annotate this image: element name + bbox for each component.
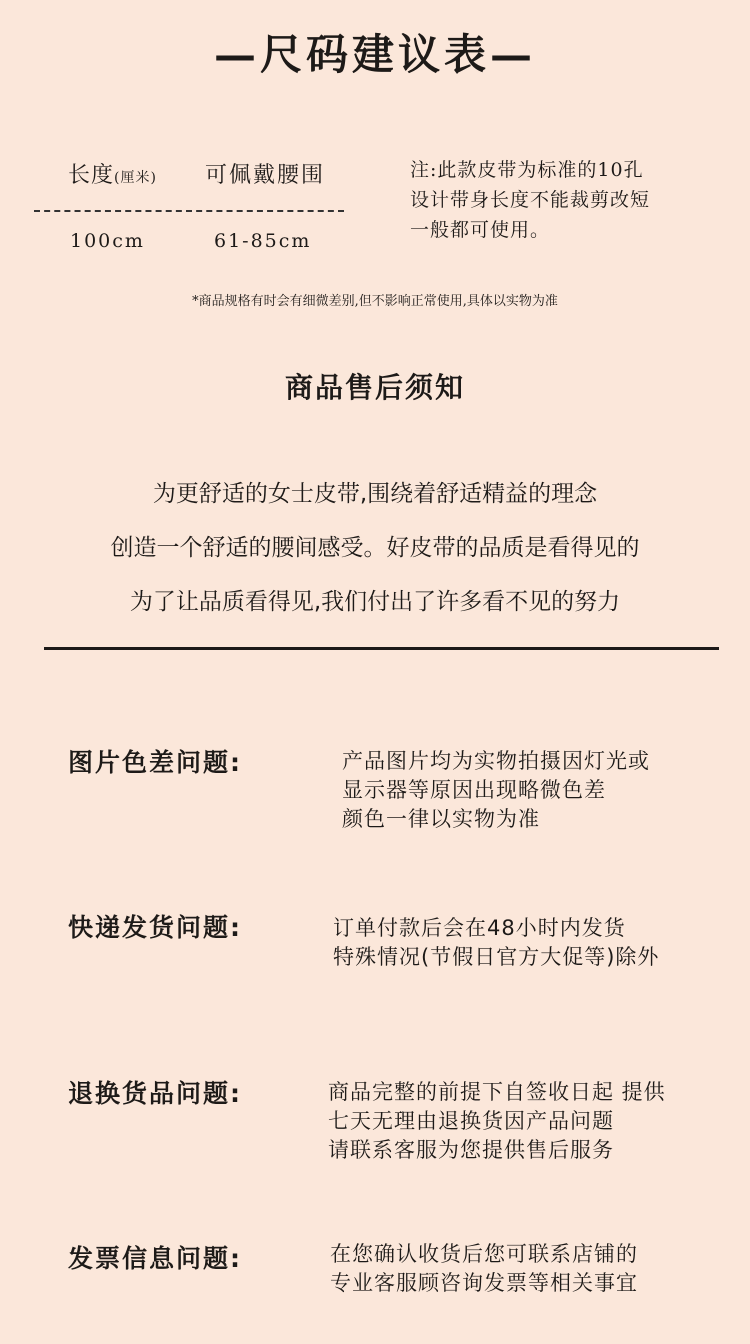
after-sales-title: 商品售后须知 — [284, 371, 465, 404]
size-note-line: 设计带身长度不能裁剪改短 — [410, 189, 651, 211]
return-text — [328, 1078, 743, 1165]
color-diff-text — [342, 747, 742, 834]
color-diff-line: 颜色一律以实物为准 — [342, 807, 540, 831]
return-line: 请联系客服为您提供售后服务 — [328, 1138, 614, 1162]
color-diff-line: 显示器等原因出现略微色差 — [342, 778, 606, 802]
length-label: 长度 — [68, 163, 115, 188]
waist-value: 61-85cm — [214, 230, 312, 252]
size-note — [410, 155, 730, 245]
spec-disclaimer: *商品规格有时会有细微差别,但不影响正常使用,具体以实物为准 — [192, 294, 558, 309]
size-note-line: 一般都可使用。 — [410, 219, 551, 241]
shipping-label: 快递发货问题: — [68, 913, 242, 942]
invoice-line: 专业客服顾咨询发票等相关事宜 — [330, 1271, 638, 1295]
length-header — [68, 158, 157, 189]
invoice-label: 发票信息问题: — [68, 1244, 242, 1273]
invoice-text — [330, 1240, 740, 1298]
size-note-line: 注:此款皮带为标准的10孔 — [410, 159, 644, 181]
shipping-line: 特殊情况(节假日官方大促等)除外 — [333, 945, 660, 969]
intro-line: 为更舒适的女士皮带,围绕着舒适精益的理念 — [152, 481, 598, 507]
length-value: 100cm — [70, 230, 145, 252]
after-sales-intro — [0, 467, 750, 629]
waist-header: 可佩戴腰围 — [205, 163, 326, 188]
return-label: 退换货品问题: — [68, 1079, 242, 1108]
section-divider — [44, 647, 719, 650]
length-unit: (厘米) — [114, 170, 157, 186]
size-table-title: —尺码建议表— — [213, 30, 536, 79]
intro-line: 为了让品质看得见,我们付出了许多看不见的努力 — [129, 589, 621, 615]
shipping-text — [333, 914, 743, 972]
dashed-divider — [34, 210, 344, 212]
invoice-line: 在您确认收货后您可联系店铺的 — [330, 1242, 638, 1266]
color-diff-line: 产品图片均为实物拍摄因灯光或 — [342, 749, 650, 773]
intro-line: 创造一个舒适的腰间感受。好皮带的品质是看得见的 — [110, 535, 640, 561]
return-line: 商品完整的前提下自签收日起 提供 — [328, 1080, 666, 1104]
shipping-line: 订单付款后会在48小时内发货 — [333, 916, 626, 940]
color-diff-label: 图片色差问题: — [68, 748, 242, 777]
return-line: 七天无理由退换货因产品问题 — [328, 1109, 614, 1133]
